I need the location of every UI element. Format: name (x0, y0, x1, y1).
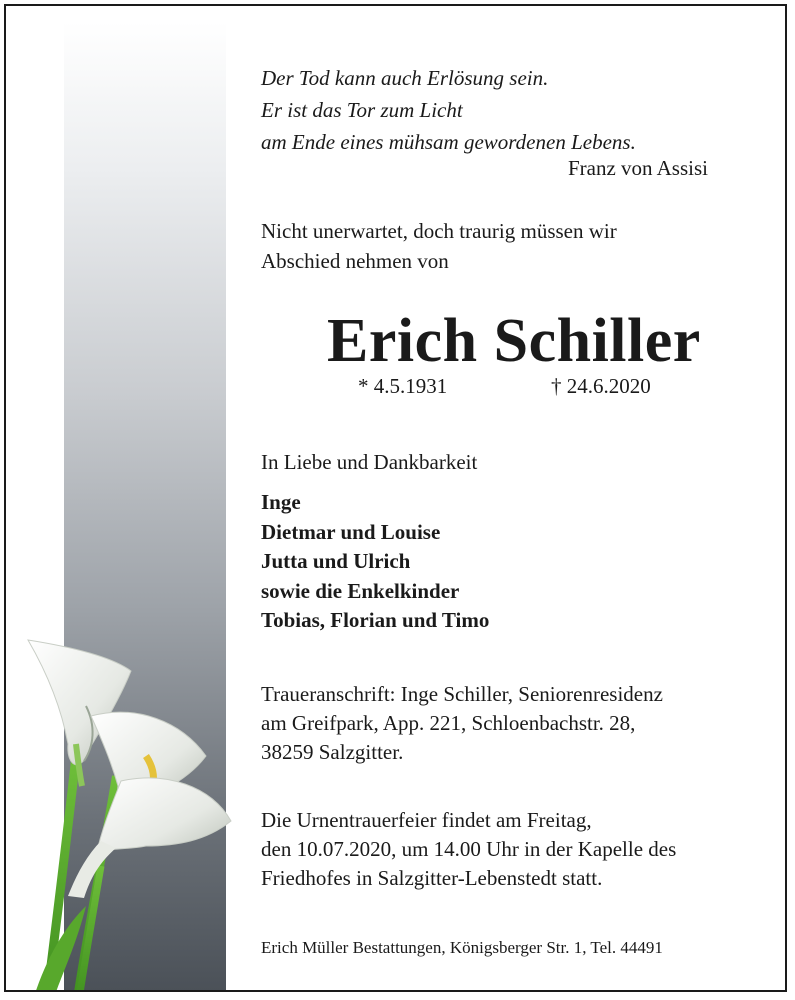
quote-author: Franz von Assisi (567, 156, 708, 180)
mourner-name: Tobias, Florian und Timo (261, 608, 490, 632)
funeral-home-footer: Erich Müller Bestattungen, Königsberger Str. 1, Tel. 44491 (261, 938, 663, 957)
quote-line: Er ist das Tor zum Licht (261, 98, 463, 122)
address-line: 38259 Salzgitter. (261, 740, 404, 764)
ceremony-line: Die Urnentrauerfeier findet am Freitag, (261, 808, 592, 832)
mourner-name: Inge (261, 490, 301, 514)
quote-line: Der Tod kann auch Erlösung sein. (261, 66, 549, 90)
calla-lily-icon (6, 626, 246, 992)
ceremony-line: den 10.07.2020, um 14.00 Uhr in der Kapelle des (261, 837, 677, 861)
intro-line: Abschied nehmen von (261, 249, 449, 273)
mourner-name: Jutta und Ulrich (261, 549, 411, 573)
address-line: am Greifpark, App. 221, Schloenbachstr. 28, (261, 711, 636, 735)
quote-line: am Ende eines mühsam gewordenen Lebens. (261, 130, 636, 154)
mourner-name: sowie die Enkelkinder (261, 578, 460, 603)
death-date: † 24.6.2020 (551, 374, 651, 398)
ceremony-info (261, 806, 781, 893)
ceremony-line: Friedhofes in Salzgitter-Lebenstedt statt. (261, 866, 603, 890)
intro-line: Nicht unerwartet, doch traurig müssen wir (261, 219, 617, 243)
deceased-name: Erich Schiller (327, 307, 701, 375)
intro-text (261, 216, 761, 276)
mourners-list (261, 488, 489, 636)
mourner-name: Dietmar und Louise (261, 519, 441, 544)
mourners-heading: In Liebe und Dankbarkeit (261, 450, 478, 474)
mourning-address (261, 680, 781, 767)
quote (261, 62, 761, 158)
birth-date: * 4.5.1931 (358, 374, 448, 398)
obituary-frame (4, 4, 787, 992)
address-line: Traueranschrift: Inge Schiller, Seniorenresidenz (261, 682, 663, 706)
